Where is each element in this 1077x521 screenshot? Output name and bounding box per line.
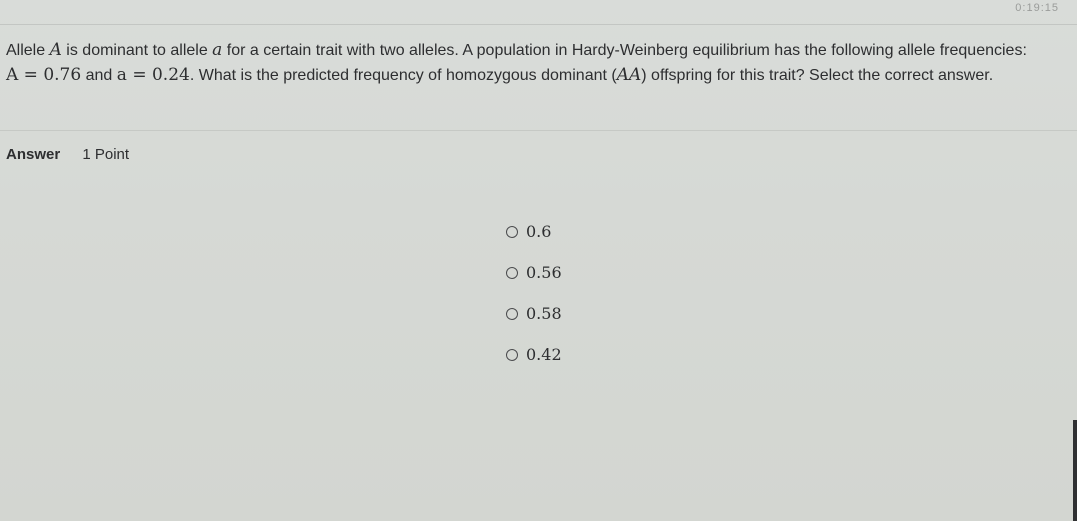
top-divider: [0, 24, 1077, 25]
frequency-recessive: a = 0.24: [116, 65, 190, 85]
option-label: 0.56: [526, 263, 562, 282]
radio-button[interactable]: [506, 267, 518, 279]
section-divider: [0, 130, 1077, 131]
question-text: [6, 38, 1066, 88]
option-label: 0.6: [526, 222, 552, 241]
option-4[interactable]: [506, 334, 562, 375]
screen-edge: [1073, 420, 1077, 521]
radio-button[interactable]: [506, 308, 518, 320]
option-1[interactable]: [506, 211, 562, 252]
question-text-part: and: [81, 67, 117, 84]
question-text-part: ) offspring for this trait? Select the correct answer.: [641, 67, 994, 84]
genotype-symbol: AA: [616, 65, 642, 85]
answer-label: Answer: [6, 146, 61, 163]
question-text-part: . What is the predicted frequency of homozygous dominant (: [189, 67, 617, 84]
radio-button[interactable]: [506, 349, 518, 361]
frequency-dominant: A = 0.76: [6, 65, 82, 85]
allele-recessive-symbol: a: [212, 40, 223, 60]
option-label: 0.58: [526, 304, 562, 323]
question-text-part: for a certain trait with two alleles. A population in Hardy-Weinberg equilibrium has the following allele frequencies:: [222, 42, 1027, 59]
timer-text: 0:19:15: [1015, 2, 1059, 14]
points-label: 1 Point: [82, 146, 130, 163]
question-text-part: is dominant to allele: [61, 42, 213, 59]
answer-options: [506, 211, 562, 375]
answer-header: [6, 146, 129, 163]
option-2[interactable]: [506, 252, 562, 293]
radio-button[interactable]: [506, 226, 518, 238]
option-label: 0.42: [526, 345, 562, 364]
question-text-part: Allele: [6, 42, 50, 59]
allele-dominant-symbol: A: [49, 40, 62, 60]
option-3[interactable]: [506, 293, 562, 334]
